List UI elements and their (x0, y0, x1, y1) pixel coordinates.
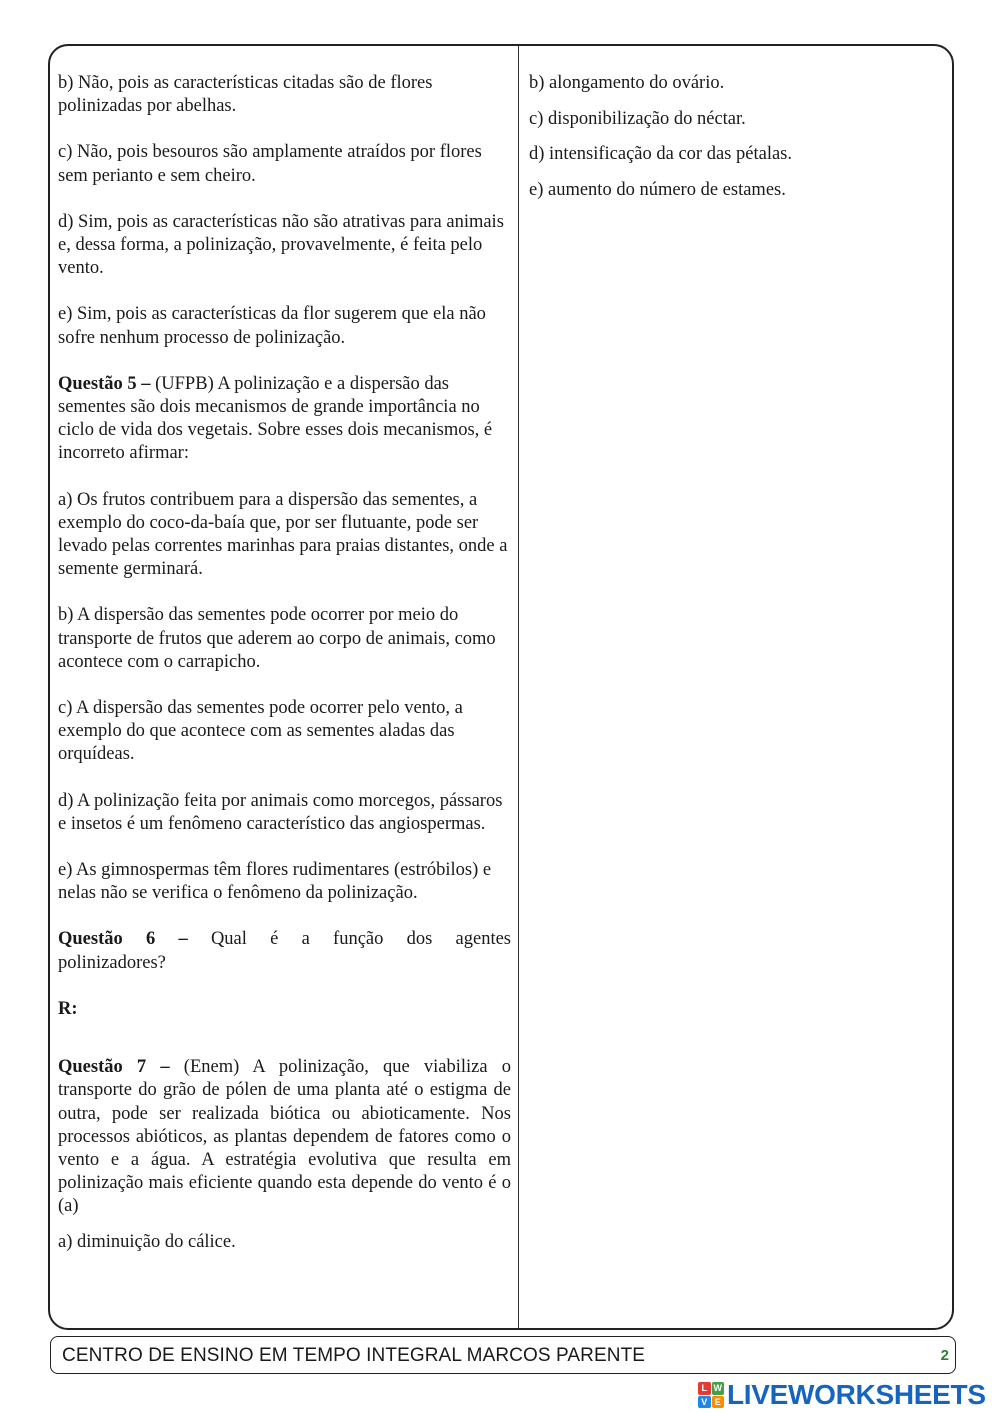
q4-option-c: c) Não, pois besouros são amplamente atraídos por flores sem perianto e sem cheiro. (58, 142, 482, 186)
school-name: CENTRO DE ENSINO EM TEMPO INTEGRAL MARCOS PARENTE (62, 1345, 646, 1366)
left-column (58, 72, 511, 1277)
answer-field[interactable] (58, 998, 511, 1021)
logo-tile-1: L (698, 1382, 711, 1395)
question-6 (58, 928, 511, 974)
column-divider (518, 46, 519, 1328)
answer-label: R: (58, 998, 78, 1019)
question-7-label: Questão 7 – (58, 1057, 170, 1078)
q7-option-b: b) alongamento do ovário. (529, 73, 725, 93)
q4-option-b: b) Não, pois as características citadas são de flores polinizadas por abelhas. (58, 73, 433, 117)
logo-tile-4: E (712, 1396, 725, 1409)
q7-option-a: a) diminuição do cálice. (58, 1231, 236, 1252)
page-footer (50, 1336, 956, 1374)
q5-option-e: e) As gimnospermas têm flores rudimentares (estróbilos) e nelas não se verifica o fenômeno da polinização. (58, 860, 492, 904)
q5-option-a: a) Os frutos contribuem para a dispersão das sementes, a exemplo do coco-da-baía que, por ser flutuante, pode ser levado pelas correntes marinhas para praias distantes, onde a semente germinará. (58, 489, 508, 580)
q4-option-e: e) Sim, pois as características da flor sugerem que ela não sofre nenhum processo de polinização. (58, 304, 486, 348)
question-6-text: Qual é a função dos agentes (187, 929, 512, 950)
question-6-label: Questão 6 – (58, 929, 188, 950)
logo-tile-2: W (713, 1383, 722, 1393)
q5-option-c: c) A dispersão das sementes pode ocorrer pelo vento, a exemplo do que acontece com as sementes aladas das orquídeas. (58, 698, 463, 765)
q5-option-b: b) A dispersão das sementes pode ocorrer por meio do transporte de frutos que aderem ao corpo de animais, como acontece com o carrapicho. (58, 605, 496, 672)
logo-tile-3: V (698, 1396, 711, 1409)
right-column (529, 72, 939, 215)
q5-option-d: d) A polinização feita por animais como morcegos, pássaros e insetos é um fenômeno característico das angiospermas. (58, 790, 503, 834)
liveworksheets-logo-icon (698, 1382, 724, 1408)
question-6-line1 (58, 928, 511, 951)
q7-option-d: d) intensificação da cor das pétalas. (529, 144, 792, 165)
question-5-text: (UFPB) A polinização e a dispersão das sementes são dois mecanismos de grande importância no ciclo de vida dos vegetais. Sobre esses dois mecanismos, é incorreto afirmar: (58, 373, 493, 464)
question-5-label: Questão 5 – (58, 373, 151, 394)
question-7-text: (Enem) A polinização, que viabiliza o transporte do grão de pólen de uma planta até o estigma de outra, pode ser realizada biótica ou abioticamente. Nos processos abióticos, as plantas dependem de fatores como o vento e a água. A estratégia evolutiva que resulta em polinização mais eficiente quando esta depende do vento é o (a) (58, 1057, 511, 1217)
question-6-line2: polinizadores? (58, 952, 166, 973)
question-5 (58, 373, 511, 466)
page-number: 2 (940, 1347, 949, 1364)
brand-name: LIVEWORKSHEETS (727, 1379, 986, 1410)
q7-option-e: e) aumento do número de estames. (529, 180, 786, 201)
question-7 (58, 1056, 511, 1218)
liveworksheets-brand[interactable] (698, 1380, 986, 1410)
q7-option-c: c) disponibilização do néctar. (529, 108, 746, 129)
q4-option-d: d) Sim, pois as características não são atrativas para animais e, dessa forma, a polinização, provavelmente, é feita pelo vento. (58, 211, 504, 279)
